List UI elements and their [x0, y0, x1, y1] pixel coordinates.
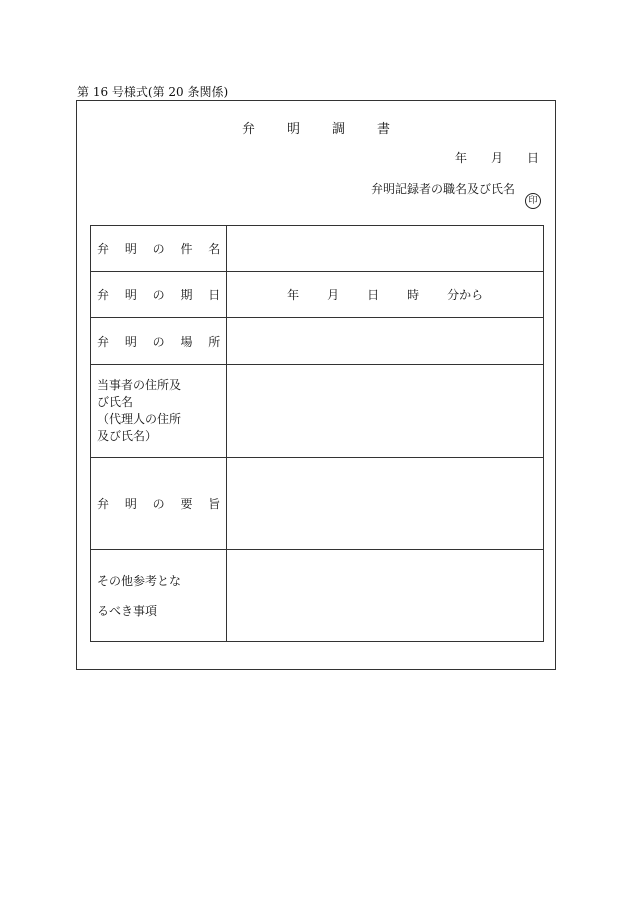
place-field[interactable] — [227, 318, 544, 365]
table-row — [91, 272, 544, 318]
dt-day: 日 — [367, 288, 380, 302]
seal-mark: 印 — [525, 193, 541, 209]
row-label-summary — [91, 458, 227, 550]
row-label-party — [91, 365, 227, 458]
title-char: 調 — [332, 122, 346, 137]
title-char: 弁 — [241, 122, 255, 137]
date-time-field[interactable] — [227, 272, 544, 318]
dt-year: 年 — [287, 288, 300, 302]
document-title — [77, 118, 555, 137]
table-row — [91, 318, 544, 365]
dt-minute-from: 分から — [447, 288, 484, 302]
party-field[interactable] — [227, 365, 544, 458]
title-char: 書 — [377, 122, 391, 137]
row-label-date — [91, 272, 227, 318]
row-label-place — [91, 318, 227, 365]
statement-table — [90, 225, 544, 642]
date-month: 月 — [490, 151, 503, 165]
label-text: 弁 明 の 場 所 — [97, 334, 227, 349]
table-row — [91, 365, 544, 458]
form-number-label: 第 16 号様式(第 20 条関係) — [77, 85, 229, 99]
date-line — [431, 149, 539, 166]
other-field[interactable] — [227, 550, 544, 642]
label-text: 弁 明 の 要 旨 — [97, 497, 227, 511]
date-day: 日 — [526, 151, 539, 165]
subject-field[interactable] — [227, 226, 544, 272]
table-row — [91, 550, 544, 642]
dt-month: 月 — [327, 288, 340, 302]
label-text: 当事者の住所及 び氏名 （代理人の住所 及び氏名） — [97, 378, 182, 443]
label-text: 弁 明 の 期 日 — [97, 288, 227, 302]
recorder-label: 弁明記録者の職名及び氏名 — [370, 182, 515, 196]
row-label-other — [91, 550, 227, 642]
table-row — [91, 458, 544, 550]
table-row — [91, 226, 544, 272]
label-text: その他参考とな るべき事項 — [97, 573, 182, 618]
summary-field[interactable] — [227, 458, 544, 550]
label-text: 弁 明 の 件 名 — [97, 242, 227, 256]
row-label-subject — [91, 226, 227, 272]
title-char: 明 — [286, 122, 300, 137]
dt-hour: 時 — [407, 288, 420, 302]
date-year: 年 — [454, 151, 467, 165]
document-frame — [76, 100, 556, 670]
